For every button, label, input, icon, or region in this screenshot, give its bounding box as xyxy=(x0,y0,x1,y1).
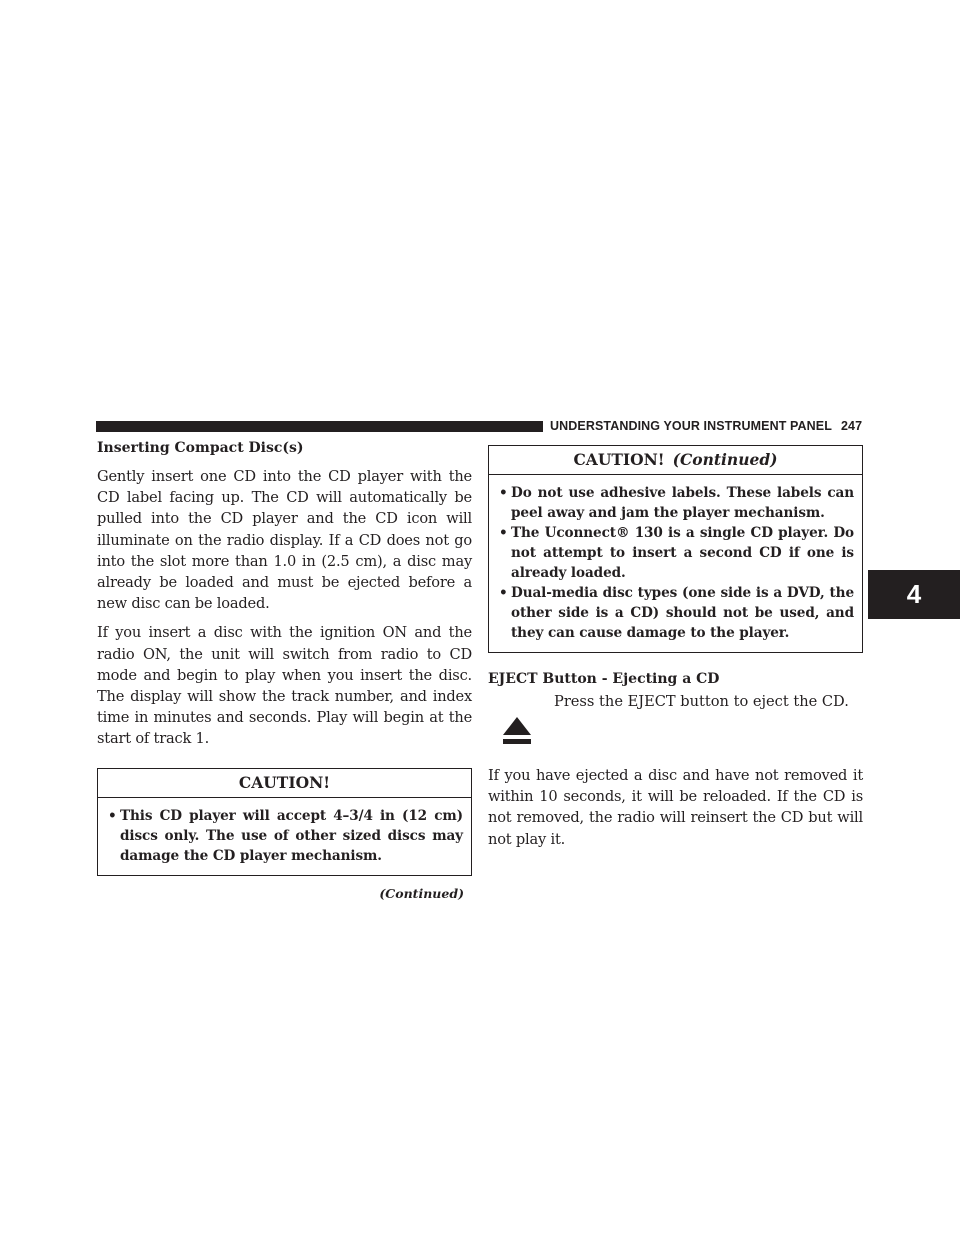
caution-list xyxy=(98,798,471,875)
caution-item: • This CD player will accept 4–3/4 in (12 cm) discs only. The use of other sized discs may damage the CD player mechanism. xyxy=(108,806,463,866)
caution-continued-suffix: (Continued) xyxy=(672,450,778,469)
left-column xyxy=(97,438,472,903)
section-heading-eject: EJECT Button - Ejecting a CD xyxy=(488,671,720,687)
eject-instruction: Press the EJECT button to eject the CD. xyxy=(554,693,849,710)
eject-icon xyxy=(502,715,532,747)
caution-item: • Do not use adhesive labels. These labels can peel away and jam the player mechanism. xyxy=(499,483,854,523)
caution-list-continued xyxy=(489,475,862,652)
caution-title: CAUTION! xyxy=(98,769,471,798)
header-rule xyxy=(96,421,543,432)
caution-box xyxy=(97,768,472,876)
caution-title-continued: CAUTION! (Continued) xyxy=(489,446,862,475)
caution-item: • Dual-media disc types (one side is a DVD, the other side is a CD) should not be used, and they can cause damage to the player. xyxy=(499,583,854,643)
chapter-tab: 4 xyxy=(868,570,960,619)
paragraph-insert-cd: Gently insert one CD into the CD player with the CD label facing up. The CD will automatically be pulled into the CD player and the CD icon will illuminate on the radio display. If a CD does not go into the slot more than 1.0 in (2.5 cm), a disc may already be loaded and must be ejected before a new disc can be loaded. xyxy=(97,468,472,613)
continued-label: (Continued) xyxy=(379,885,464,901)
right-column xyxy=(488,445,863,850)
paragraph-ignition-on: If you insert a disc with the ignition ON and the radio ON, the unit will switch from radio to CD mode and begin to play when you insert the disc. The display will show the track number, and index time in minutes and seconds. Play will begin at the start of track 1. xyxy=(97,624,472,748)
caution-item: • The Uconnect® 130 is a single CD player. Do not attempt to insert a second CD if one is already loaded. xyxy=(499,523,854,583)
caution-box-continued xyxy=(488,445,863,653)
paragraph-eject-reload: If you have ejected a disc and have not removed it within 10 seconds, it will be reloaded. If the CD is not removed, the radio will reinsert the CD but will not play it. xyxy=(488,767,863,848)
section-title: UNDERSTANDING YOUR INSTRUMENT PANEL xyxy=(550,419,832,433)
section-heading-inserting: Inserting Compact Disc(s) xyxy=(97,440,304,456)
page-number: 247 xyxy=(840,419,863,433)
running-header xyxy=(550,418,867,435)
eject-instruction-row xyxy=(488,691,863,755)
